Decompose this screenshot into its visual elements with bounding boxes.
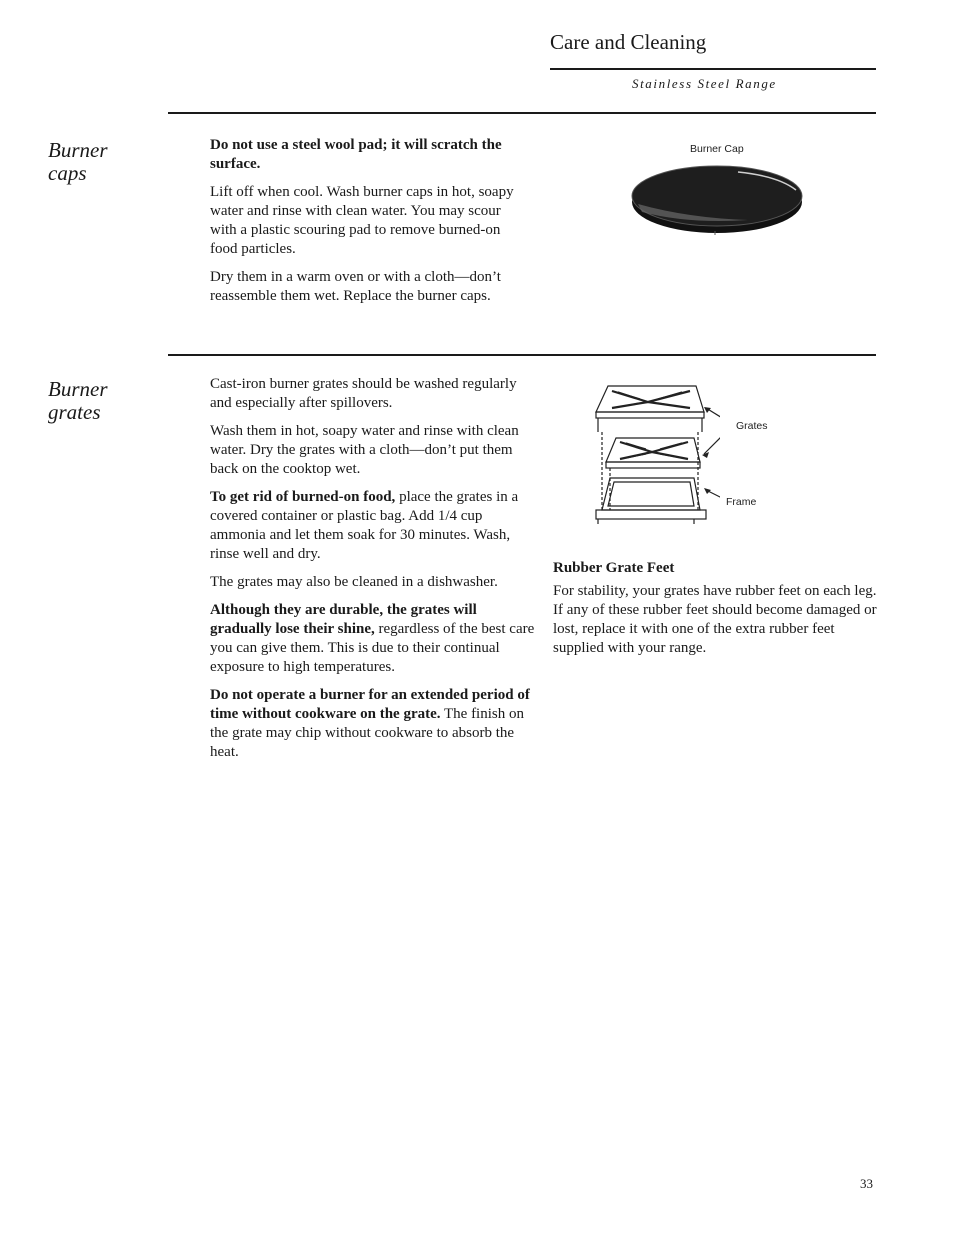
- grates-frame-illustration: [590, 382, 720, 532]
- burner-cap-illustration: [628, 160, 808, 240]
- dry-instructions: Dry them in a warm oven or with a cloth—don’t reassemble them wet. Replace the burner caps.: [210, 269, 501, 304]
- section-divider: [168, 112, 876, 114]
- grates-intro: Cast-iron burner grates should be washed regularly and especially after spillovers.: [210, 376, 517, 411]
- burner-cap-label: Burner Cap: [690, 143, 744, 155]
- burner-caps-heading: [48, 139, 108, 185]
- burner-grates-text: [210, 375, 540, 771]
- grates-warning: Do not operate a burner for an extended period of time without cookware on the grate. The finish on the grate may chip without cookware to absorb the heat.: [210, 687, 530, 760]
- heading-line: caps: [48, 161, 87, 185]
- rubber-feet-text: For stability, your grates have rubber feet on each leg. If any of these rubber feet should become damaged or lost, replace it with one of the extra rubber feet supplied with your range.: [553, 583, 877, 656]
- grates-dishwasher: The grates may also be cleaned in a dishwasher.: [210, 574, 498, 590]
- page-number: 33: [860, 1176, 873, 1191]
- heading-line: Burner: [48, 377, 108, 401]
- wash-instructions: Lift off when cool. Wash burner caps in hot, soapy water and rinse with clean water. You may scour with a plastic scouring pad to remove burned-on food particles.: [210, 184, 514, 257]
- grates-wash: Wash them in hot, soapy water and rinse with clean water. Dry the grates with a cloth—don’t put them back on the cooktop wet.: [210, 423, 519, 477]
- heading-line: Burner: [48, 138, 108, 162]
- page-section-title: Care and Cleaning: [550, 30, 707, 54]
- header-rule: [550, 68, 876, 70]
- rubber-feet-heading: Rubber Grate Feet: [553, 560, 675, 576]
- grates-burned-on: To get rid of burned-on food, place the grates in a covered container or plastic bag. Add 1/4 cup ammonia and let them soak for 30 minutes. Wash, rinse well and dry.: [210, 489, 519, 562]
- rubber-feet-block: [553, 559, 878, 658]
- burner-grates-heading: [48, 378, 108, 424]
- product-subtitle: Stainless Steel Range: [632, 76, 777, 91]
- grates-durability: Although they are durable, the grates will gradually lose their shine, regardless of the best care you can give them. This is due to their continual exposure to high temperatures.: [210, 602, 535, 675]
- frame-label: Frame: [726, 496, 757, 508]
- burner-caps-text: [210, 136, 515, 315]
- section-divider: [168, 354, 876, 356]
- steel-wool-warning: Do not use a steel wool pad; it will scratch the surface.: [210, 137, 502, 172]
- heading-line: grates: [48, 400, 101, 424]
- grates-label: Grates: [736, 420, 768, 432]
